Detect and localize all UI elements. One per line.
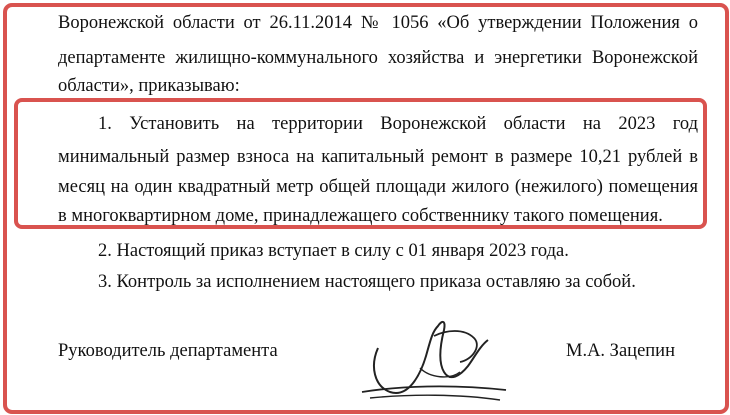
item-1-line-3: месяц на один квадратный метр общей площади жилого (нежилого) помещения <box>58 177 698 197</box>
handwritten-signature <box>360 306 510 406</box>
item-2: 2. Настоящий приказ вступает в силу с 01 января 2023 года. <box>98 241 569 261</box>
preamble-line-2: департаменте жилищно-коммунального хозяйства и энергетики Воронежской <box>58 48 698 68</box>
preamble-line-1: Воронежской области от 26.11.2014 № 1056 «Об утверждении Положения о <box>58 13 698 33</box>
signatory-title: Руководитель департамента <box>58 341 278 361</box>
signatory-name: М.А. Зацепин <box>566 341 675 361</box>
preamble-line-3: области», приказываю: <box>58 76 240 96</box>
item-3: 3. Контроль за исполнением настоящего приказа оставляю за собой. <box>98 272 636 292</box>
item-1-line-1: 1. Установить на территории Воронежской области на 2023 год <box>98 114 698 134</box>
item-1-line-4: в многоквартирном доме, принадлежащего собственнику такого помещения. <box>58 206 663 226</box>
item-1-line-2: минимальный размер взноса на капитальный ремонт в размере 10,21 рублей в <box>58 147 698 167</box>
